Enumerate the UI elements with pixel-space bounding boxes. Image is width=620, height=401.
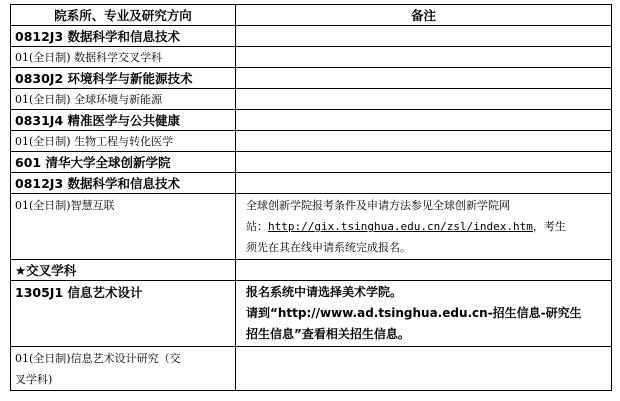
remark-line: 请到“http://www.ad.tsinghua.edu.cn-招生信息-研究生 [246,306,582,320]
program-cell: 1305J1 信息艺术设计 [11,281,236,347]
remark-prefix: 站： [246,220,268,233]
table-row [11,281,612,347]
program-cell [11,347,236,391]
header-program: 院系所、专业及研究方向 [11,5,236,26]
category-cell: ★交叉学科 [11,260,236,281]
remark-cell [236,89,612,110]
table-row [11,152,612,173]
program-cell: 01(全日制)智慧互联 [11,194,236,260]
program-line: 叉学科) [15,373,53,386]
table-row [11,110,612,131]
remark-cell [236,194,612,260]
remark-cell [236,347,612,391]
program-table [10,4,612,391]
program-cell: 0812J3 数据科学和信息技术 [11,26,236,47]
table-row [11,131,612,152]
remark-line: 报名系统中请选择美术学院。 [246,285,403,299]
table-row [11,89,612,110]
remark-cell [236,110,612,131]
remark-cell [236,281,612,347]
remark-cell [236,47,612,68]
remark-cell [236,152,612,173]
program-line: 01(全日制)信息艺术设计研究（交 [15,352,181,365]
table-row [11,194,612,260]
remark-cell [236,260,612,281]
remark-line: 全球创新学院报考条件及申请方法参见全球创新学院网 [246,199,510,212]
remark-suffix: ，考生 [532,220,566,233]
header-remarks: 备注 [236,5,612,26]
table-row [11,173,612,194]
program-cell: 601 清华大学全球创新学院 [11,152,236,173]
table-row [11,260,612,281]
table-row [11,68,612,89]
remark-cell [236,68,612,89]
gix-link[interactable]: http://gix.tsinghua.edu.cn/zsl/index.htm [268,220,533,233]
remark-cell [236,131,612,152]
table-row [11,347,612,391]
program-cell: 01(全日制) 生物工程与转化医学 [11,131,236,152]
program-cell: 0830J2 环境科学与新能源技术 [11,68,236,89]
table-header-row [11,5,612,26]
program-cell: 01(全日制) 数据科学交叉学科 [11,47,236,68]
table-row [11,47,612,68]
table-row [11,26,612,47]
remark-line [246,216,607,237]
remark-line: 招生信息”查看相关招生信息。 [246,327,410,341]
program-cell: 0812J3 数据科学和信息技术 [11,173,236,194]
remark-cell [236,173,612,194]
program-cell: 01(全日制) 全球环境与新能源 [11,89,236,110]
program-cell: 0831J4 精准医学与公共健康 [11,110,236,131]
remark-cell [236,26,612,47]
remark-line: 须先在其在线申请系统完成报名。 [246,241,411,254]
